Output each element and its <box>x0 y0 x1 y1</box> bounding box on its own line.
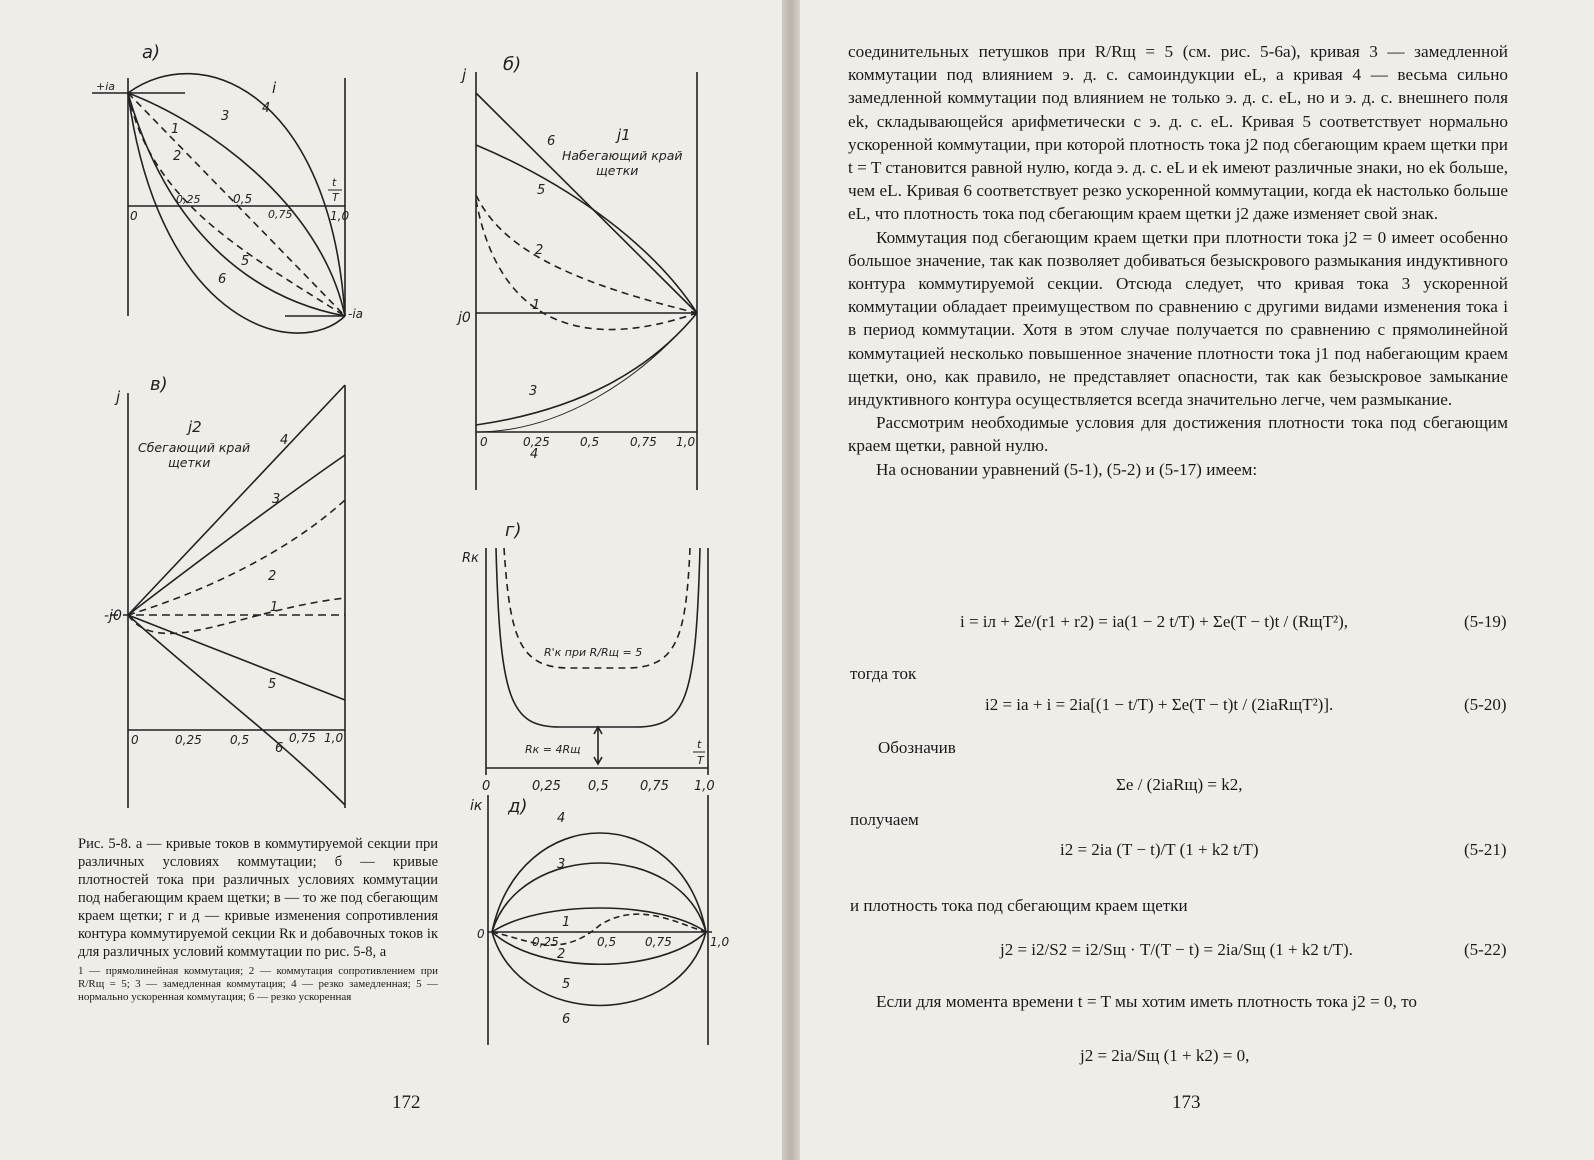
fig-g-y-label: Rк <box>462 551 479 566</box>
fig-d-tick-075: 0,75 <box>645 935 672 949</box>
fig-v-curve-4: 4 <box>280 433 289 448</box>
equation-5-21-number: (5-21) <box>1464 840 1507 859</box>
fig-a-curve-i: i <box>272 79 277 97</box>
paragraph-5: Если для момента времени t = T мы хотим иметь плотность тока j2 = 0, то <box>876 992 1418 1011</box>
fig-a-tick-025: 0,25 <box>176 193 201 206</box>
figure-caption <box>78 835 438 1004</box>
fig-v-inset-title-2: щетки <box>168 455 211 470</box>
caption-legend: 1 — прямолинейная коммутация; 2 — коммутация сопротивлением при R/Rщ = 5; 3 — замедленная коммутация; 4 — резко замедленная; 5 — нормально ускоренная коммутация; 6 — резко ускоренная <box>78 965 438 1003</box>
fig-a-origin: 0 <box>130 209 138 223</box>
fig-v-tick-10: 1,0 <box>324 731 344 745</box>
caption-main: Рис. 5-8. а — кривые токов в коммутируемой секции при различных условиях коммутации; б — кривые плотностей тока при различных условиях коммутации под набегающим краем щетки; в — то же под сбегающим краем щетки; г и д — кривые изменения сопротивления контура коммутируемой секции Rк и добавочных токов iк для различных условий коммутации по рис. 5-8, а <box>78 836 438 960</box>
fig-b-tick-075: 0,75 <box>630 435 657 449</box>
fig-b-curve-6: 6 <box>547 134 556 149</box>
fig-a-panel-label: а) <box>142 42 161 63</box>
fig-d-origin: 0 <box>477 927 485 941</box>
fig-a-curve-5: 5 <box>241 254 250 269</box>
right-text-block-1 <box>848 40 1508 481</box>
fig-a-xlabel-t: t <box>332 176 337 189</box>
fig-g-tick-075: 0,75 <box>640 779 669 794</box>
fig-d-tick-10: 1,0 <box>710 935 730 949</box>
fig-g-tick-025: 0,25 <box>532 779 561 794</box>
fig-d <box>470 795 729 1045</box>
fig-d-curve-6: 6 <box>562 1012 571 1027</box>
fig-g-panel-label: г) <box>505 520 522 541</box>
equation-5-20-number: (5-20) <box>1464 695 1507 714</box>
fig-v-panel-label: в) <box>150 374 168 395</box>
fig-d-tick-05: 0,5 <box>597 935 617 949</box>
equation-5-22-number: (5-22) <box>1464 940 1507 959</box>
fig-d-curve-5: 5 <box>562 977 571 992</box>
fig-v-curve-2: 2 <box>268 569 277 584</box>
fig-b-tick-025: 0,25 <box>523 435 550 449</box>
fig-g-tick-10: 1,0 <box>694 779 715 794</box>
fig-d-panel-label: д) <box>508 796 528 817</box>
equation-k2: Σe / (2iaRщ) = k2, <box>1116 775 1243 794</box>
fig-b-curve-5: 5 <box>537 183 546 198</box>
fig-b-inset-title-2: щетки <box>596 163 639 178</box>
fig-b-curve-2: 2 <box>535 243 544 258</box>
paragraph-2: Коммутация под сбегающим краем щетки при плотности тока j2 = 0 имеет особенно большое значение, так как позволяет добиваться безыскрового размыкания индуктивного контура коммутируемой секции. Отсюда следует, что кривая тока 3 ускоренной коммутации обладает преимуществом по сравнению с другими видами изменения тока i в период коммутации. Хотя в этом случае получается по сравнению с прямолинейной коммутацией несколько повышенное значение плотности тока j1 под набегающим краем щетки, оно, как правило, не представляет опасности, так как безыскровое замыкание индуктивного контура осуществляется всегда значительно легче, чем размыкание. <box>848 227 1508 410</box>
fig-v-curve-1: 1 <box>270 600 279 615</box>
paragraph-4: На основании уравнений (5-1), (5-2) и (5-17) имеем: <box>876 459 1258 479</box>
equation-5-19-number: (5-19) <box>1464 612 1507 631</box>
fig-g-tick-0: 0 <box>482 779 491 794</box>
paragraph-3: Рассмотрим необходимые условия для достижения плотности тока под сбегающим краем щетки, равной нулю. <box>848 413 1508 456</box>
fig-d-y-label: iк <box>470 798 483 814</box>
equation-final: j2 = 2ia/Sщ (1 + k2) = 0, <box>1080 1046 1250 1065</box>
fig-v-curve-5: 5 <box>268 677 277 692</box>
fig-v-tick-025: 0,25 <box>175 733 202 747</box>
fig-a <box>92 42 363 333</box>
fig-v-inset-symbol: j2 <box>188 418 202 436</box>
equation-5-22: j2 = i2/S2 = i2/Sщ · T/(T − t) = 2ia/Sщ (1 + k2 t/T). <box>1000 940 1353 959</box>
fig-d-tick-025: 0,25 <box>532 935 559 949</box>
left-page-number: 172 <box>392 1092 421 1113</box>
fig-a-y-top-label: +iа <box>96 80 116 93</box>
fig-a-tick-075: 0,75 <box>268 208 293 221</box>
fig-g-tick-05: 0,5 <box>588 779 609 794</box>
fig-a-curve-3: 3 <box>221 109 230 124</box>
fig-v-y-label: j <box>116 388 121 406</box>
fig-v-curve-3: 3 <box>272 492 281 507</box>
fig-a-tick-10: 1,0 <box>330 209 350 223</box>
fig-v <box>104 374 345 808</box>
label-then-current: тогда ток <box>850 664 917 683</box>
fig-b-curve-4: 4 <box>530 447 539 462</box>
fig-g <box>462 520 715 794</box>
fig-a-xlabel-T: T <box>332 191 339 204</box>
fig-g-xlabel-T: T <box>697 754 704 767</box>
fig-v-j0: -j0 <box>104 608 122 624</box>
fig-b-tick-0: 0 <box>480 435 488 449</box>
fig-b-inset-title-1: Набегающий край <box>562 148 683 163</box>
fig-g-xlabel-t: t <box>697 738 702 751</box>
fig-v-tick-05: 0,5 <box>230 733 250 747</box>
fig-d-curve-1: 1 <box>562 915 571 930</box>
fig-b-tick-05: 0,5 <box>580 435 600 449</box>
fig-b-y-label: j <box>462 66 467 84</box>
fig-d-curve-2: 2 <box>557 947 566 962</box>
fig-g-dashed-label: R'к при R/Rщ = 5 <box>544 646 643 659</box>
equation-5-21: i2 = 2ia (T − t)/T (1 + k2 t/T) <box>1060 840 1259 859</box>
label-denote: Обозначив <box>878 738 956 757</box>
equation-5-19: i = iл + Σe/(r1 + r2) = ia(1 − 2 t/T) + Σe(T − t)t / (RщT²), <box>960 612 1349 631</box>
label-density: и плотность тока под сбегающим краем щетки <box>850 896 1188 915</box>
fig-b-curve-1: 1 <box>532 298 541 313</box>
fig-b-inset-symbol: j1 <box>617 126 631 144</box>
fig-d-curve-4: 4 <box>557 811 566 826</box>
fig-a-curve-1: 1 <box>171 122 180 137</box>
right-page-number: 173 <box>1172 1092 1201 1113</box>
right-text-block-2 <box>848 990 1508 1013</box>
fig-g-min-label: Rк = 4Rщ <box>525 743 581 756</box>
paragraph-1: соединительных петушков при R/Rщ = 5 (см. рис. 5-6а), кривая 3 — замедленной коммутации под влиянием э. д. с. самоиндукции eL, а кривая 4 — весьма сильно замедленной коммутации под влиянием не только э. д. с. eL, но и э. д. с. внешнего поля ek, складывающейся арифметически с э. д. с. eL. Кривая 5 соответствует нормально ускоренной коммутации, при которой плотность тока j2 под сбегающим краем щетки при t = T становится равной нулю, когда э. д. с. eL и ek имеют различные знаки, но ek больше, чем eL. Кривая 6 соответствует резко ускоренной коммутации, когда ek настолько больше eL, что плотность тока под сбегающим краем щетки j2 даже изменяет свой знак. <box>848 42 1508 224</box>
fig-b <box>456 54 697 490</box>
fig-v-tick-0: 0 <box>131 733 139 747</box>
fig-b-panel-label: б) <box>503 54 522 75</box>
fig-a-curve-4: 4 <box>262 101 271 116</box>
fig-a-y-bottom-label: -iа <box>348 307 364 321</box>
fig-a-tick-05: 0,5 <box>233 192 253 206</box>
fig-v-curve-6: 6 <box>275 741 284 756</box>
fig-b-tick-10: 1,0 <box>676 435 696 449</box>
fig-v-inset-title-1: Сбегающий край <box>138 440 251 455</box>
equation-5-20: i2 = ia + i = 2ia[(1 − t/T) + Σe(T − t)t / (2iaRщT²)]. <box>985 695 1334 714</box>
fig-b-j0: j0 <box>458 310 471 326</box>
label-get: получаем <box>850 810 919 829</box>
fig-a-curve-2: 2 <box>173 149 182 164</box>
fig-d-curve-3: 3 <box>557 857 566 872</box>
fig-b-curve-3: 3 <box>529 384 538 399</box>
fig-v-tick-075: 0,75 <box>289 731 316 745</box>
fig-a-curve-6: 6 <box>218 272 227 287</box>
